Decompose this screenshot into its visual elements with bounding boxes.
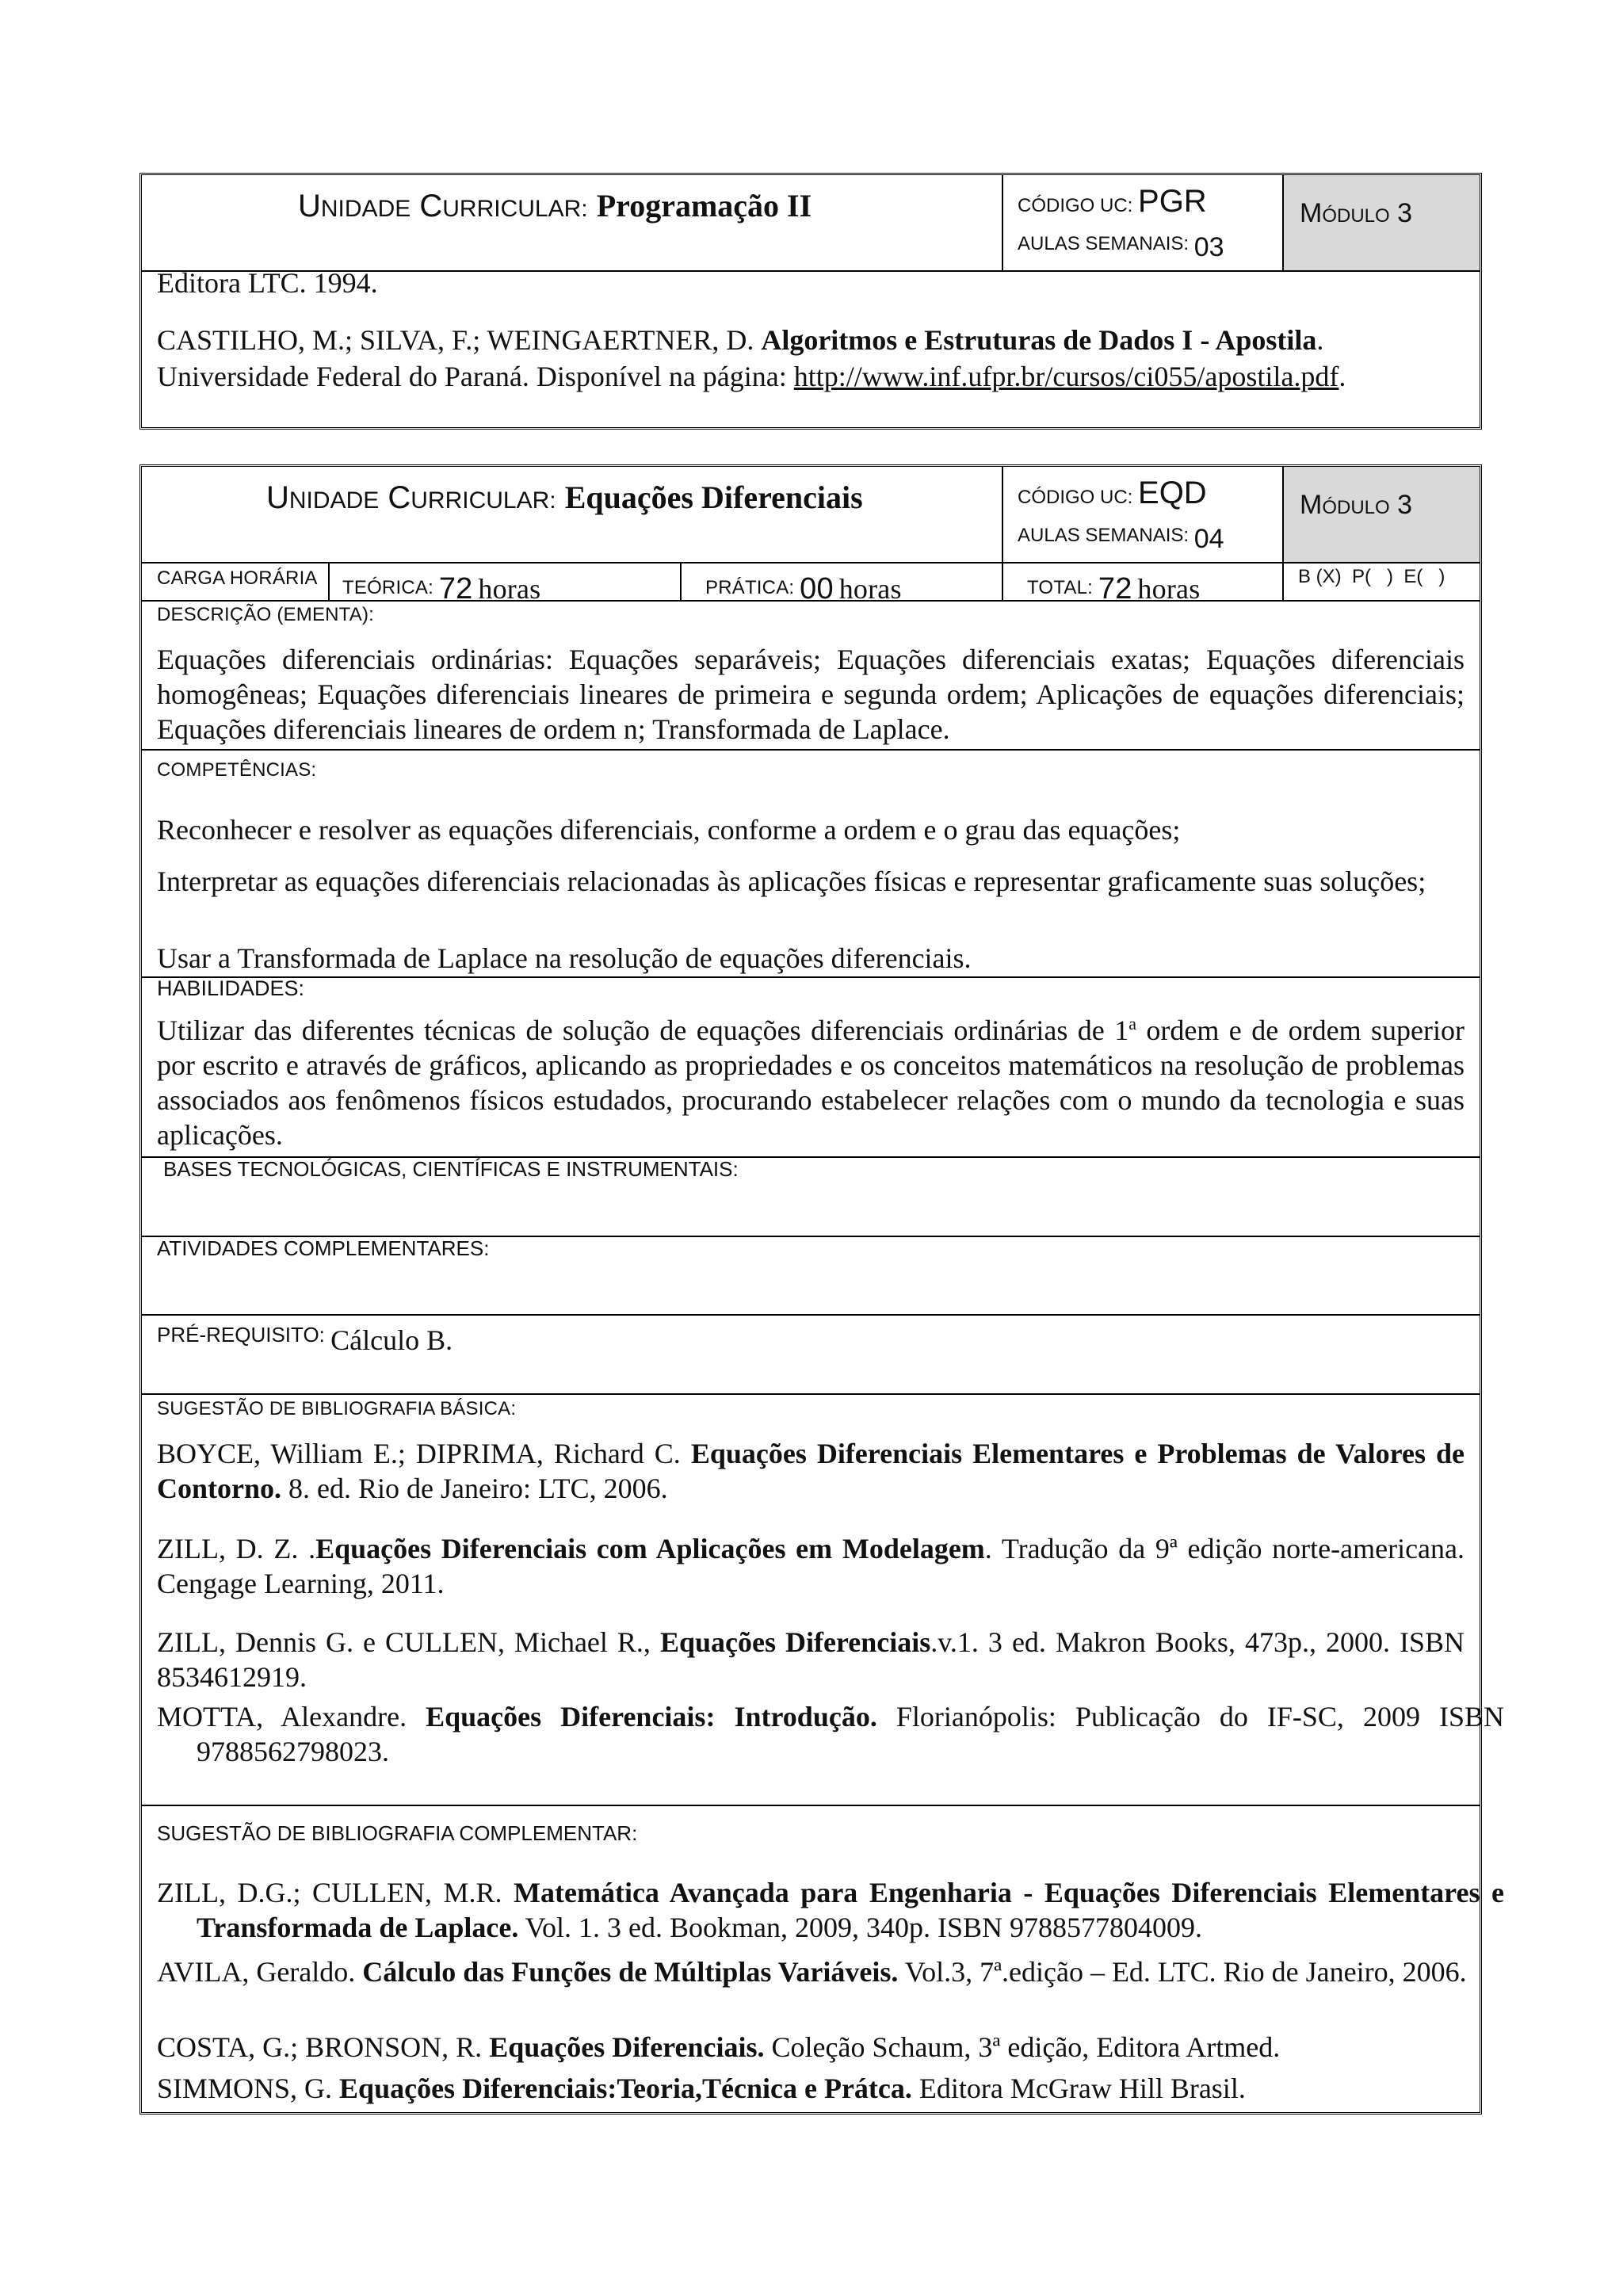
weekly-classes-value-2: 04 [1193, 524, 1224, 554]
competence-item-3: Usar a Transformada de Laplace na resolução de equações diferenciais. [157, 942, 972, 974]
basic-ref-zill-1: ZILL, D. Z. .Equações Diferenciais com Aplicações em Modelagem. Tradução da 9ª edição norte-americana. Cengage Learning, 2011. [157, 1533, 1465, 1599]
header-divider-2 [141, 562, 1480, 563]
header-col-divider-2a [1002, 466, 1003, 563]
workload-divider-a [328, 563, 330, 601]
theory-hours: TEÓRICA: 72 horas [342, 572, 541, 606]
apostila-link[interactable]: http://www.inf.ufpr.br/cursos/ci055/apostila.pdf [793, 361, 1339, 392]
basic-ref-zill-2: ZILL, Dennis G. e CULLEN, Michael R., Equações Diferenciais.v.1. 3 ed. Makron Books, 473p., 2000. ISBN 8534612919. [157, 1626, 1465, 1693]
ref-line-1: Editora LTC. 1994. [157, 267, 378, 299]
prerequisite-bottom [141, 1393, 1480, 1395]
module-label-1: Módulo 3 [1300, 198, 1413, 228]
complementary-bibliography-label: SUGESTÃO DE BIBLIOGRAFIA COMPLEMENTAR: [157, 1821, 638, 1845]
ref-castilho: CASTILHO, M.; SILVA, F.; WEINGAERTNER, D. Algoritmos e Estruturas de Dados I - Apostila. Universidade Federal do Paraná. Disponível na página: http://www.inf.ufpr.br/cursos/ci055/apostila.pdf. [157, 324, 1346, 392]
description-label: DESCRIÇÃO (EMENTA): [157, 604, 375, 625]
basic-ref-boyce: BOYCE, William E.; DIPRIMA, Richard C. Equações Diferenciais Elementares e Problemas de Valores de Contorno. 8. ed. Rio de Janeiro: LTC, 2006. [157, 1438, 1465, 1504]
description-text: Equações diferenciais ordinárias: Equações separáveis; Equações diferenciais exatas; Equações diferenciais homogêneas; Equações diferenciais lineares de primeira e segunda ordem; Aplicações de equações diferenciais; Equações diferenciais lineares de ordem n; Transformada de Laplace. [157, 644, 1465, 745]
competence-item-1: Reconhecer e resolver as equações diferenciais, conforme a ordem e o grau das equações; [157, 814, 1181, 846]
description-bottom [141, 749, 1480, 751]
activities-label: ATIVIDADES COMPLEMENTARES: [157, 1236, 490, 1260]
practice-hours: PRÁTICA: 00 horas [705, 572, 902, 606]
competences-bottom [141, 976, 1480, 978]
competence-item-2: Interpretar as equações diferenciais relacionadas às aplicações físicas e representar graficamente suas soluções; [157, 865, 1426, 897]
header-col-divider-1a [1002, 174, 1003, 271]
header-col-divider-1b [1282, 174, 1284, 271]
code-value-2: EQD [1138, 476, 1207, 510]
comp-ref-costa: COSTA, G.; BRONSON, R. Equações Diferenciais. Coleção Schaum, 3ª edição, Editora Artmed. [157, 2031, 1281, 2063]
unit-label-2: UNIDADE CURRICULAR: Equações Diferenciais [266, 479, 863, 515]
unit-name-1: Programação II [596, 188, 812, 223]
comp-ref-simmons: SIMMONS, G. Equações Diferenciais:Teoria,Técnica e Prátca. Editora McGraw Hill Brasil. [157, 2073, 1246, 2104]
unit-name-2: Equações Diferenciais [564, 479, 863, 515]
code-row-2: CÓDIGO UC: EQD [1018, 476, 1207, 510]
basic-bibliography-label: SUGESTÃO DE BIBLIOGRAFIA BÁSICA: [157, 1398, 517, 1419]
skills-label: HABILIDADES: [157, 976, 305, 1000]
prerequisite-row: PRÉ-REQUISITO: Cálculo B. [157, 1323, 453, 1356]
course-type-marks: B (X) P( ) E( ) [1298, 566, 1445, 587]
competences-label: COMPETÊNCIAS: [157, 759, 317, 781]
weekly-classes-row-2: AULAS SEMANAIS: 04 [1018, 524, 1224, 554]
unit-label-1: UNIDADE CURRICULAR: Programação II [298, 188, 812, 223]
comp-ref-avila: AVILA, Geraldo. Cálculo das Funções de Múltiplas Variáveis. Vol.3, 7ª.edição – Ed. LTC. Rio de Janeiro, 2006. [157, 1956, 1467, 1988]
comp-ref-zill: ZILL, D.G.; CULLEN, M.R. Matemática Avançada para Engenharia - Equações Diferenciais Elementares e Transformada de Laplace. Vol. 1. 3 ed. Bookman, 2009, 340p. ISBN 9788577804009. [157, 1877, 1504, 1943]
workload-label: CARGA HORÁRIA [157, 567, 318, 589]
skills-text: Utilizar das diferentes técnicas de solução de equações diferenciais ordinárias de 1$^a$ ordem e de ordem superior por escrito e através de gráficos, aplicando as propriedades e os conceitos matemáticos na resolução de problemas associados aos fenômenos físicos estudados, procurando estabelecer relações com o mundo da tecnologia e suas aplicações. [157, 1014, 1465, 1151]
code-value-1: PGR [1138, 184, 1207, 219]
bases-label: BASES TECNOLÓGICAS, CIENTÍFICAS E INSTRUMENTAIS: [163, 1157, 739, 1181]
workload-divider-c [1002, 563, 1003, 601]
prerequisite-value: Cálculo B. [330, 1324, 453, 1356]
header-col-divider-2b [1282, 466, 1284, 601]
weekly-classes-row-1: AULAS SEMANAIS: 03 [1018, 232, 1224, 262]
module-label-2: Módulo 3 [1300, 490, 1413, 520]
weekly-classes-value-1: 03 [1193, 232, 1224, 262]
total-hours: TOTAL: 72 horas [1027, 572, 1201, 606]
code-row-1: CÓDIGO UC: PGR [1018, 184, 1207, 219]
basic-bibliography-bottom [141, 1805, 1480, 1806]
basic-ref-motta: MOTTA, Alexandre. Equações Diferenciais: Introdução. Florianópolis: Publicação do IF-SC, 2009 ISBN 9788562798023. [157, 1701, 1505, 1767]
workload-divider-b [680, 563, 682, 601]
